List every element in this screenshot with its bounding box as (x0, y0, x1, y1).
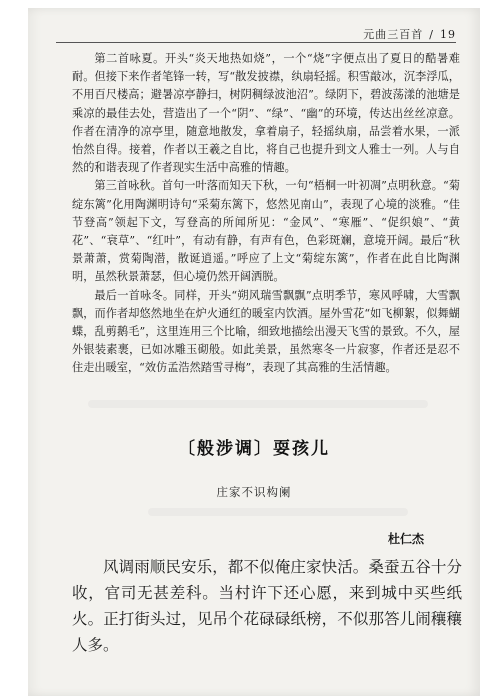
header-separator: / (429, 28, 434, 41)
piece-title: 庄家不识构阑 (216, 485, 292, 499)
tune-title: 〔般涉调〕耍孩儿 (178, 439, 330, 459)
bleed-through-shadow (88, 400, 428, 408)
book-title: 元曲三百首 (363, 28, 424, 41)
page-number: 19 (440, 28, 456, 41)
header-rule (56, 42, 456, 43)
commentary-paragraph: 最后一首咏冬。同样，开头“朔风瑞雪飘飘”点明季节，寒风呼啸，大雪飘飘，而作者却悠然地坐在炉火通红的暖室内饮酒。屋外雪花“如飞柳絮，似舞蝴蝶，乱剪鹅毛”，这里连用三个比喻，细致地描绘出漫天飞雪的景致。不久，屋外银装素裹，已如冰雕玉砌般。如此美景，虽然寒冬一片寂寥，作者还是忍不住走出暖室，“效仿孟浩然踏雪寻梅”，表现了其高雅的生活情趣。 (72, 288, 460, 375)
running-header (363, 26, 456, 42)
bleed-through-shadow (148, 508, 408, 516)
verse-text: 风调雨顺民安乐，都不似俺庄家快活。桑蚕五谷十分收，官司无甚差科。当村许下还心愿，来到城中买些纸火。正打街头过，见吊个花碌碌纸榜，不似那答儿闹穰穰人多。 (72, 558, 462, 654)
author-name: 杜仁杰 (387, 532, 424, 546)
commentary-paragraph: 第三首咏秋。首句一叶落而知天下秋，一句“梧桐一叶初凋”点明秋意。“菊绽东篱”化用陶渊明诗句“采菊东篱下，悠然见南山”，表现了心境的淡雅。“佳节登高”领起下文，写登高的所闻所见：“金风”、“寒雁”、“促织娘”、“黄花”、“衰草”、“红叶”，有动有静，有声有色，色彩斑斓，意境开阔。最后“秋景萧萧，赏菊陶潜，散诞逍遥。”呼应了上文“菊绽东篱”，作者在此自比陶渊明，虽然秋景萧瑟，但心境仍然开阔洒脱。 (72, 179, 460, 284)
book-page (28, 8, 480, 696)
commentary-paragraph: 第二首咏夏。开头“炎天地热如烧”，一个“烧”字便点出了夏日的酷暑难耐。但接下来作者笔锋一转，写“散发披襟，纨扇轻摇。积雪敲冰，沉李浮瓜，不用百尺楼高；避暑凉亭静扫，树阴稠绿波池沼”。绿阴下，碧波荡漾的池塘是乘凉的最佳去处，营造出了一个“阴”、“绿”、“幽”的环境，传达出丝丝凉意。作者在清净的凉亭里，随意地散发，拿着扇子，轻摇纨扇，品尝着水果，一派怡然自得。接着，作者以王羲之自比，将自己也提升到文人雅士一列。人与自然的和谐表现了作者现实生活中高雅的情趣。 (72, 52, 460, 175)
commentary-section (72, 50, 460, 378)
